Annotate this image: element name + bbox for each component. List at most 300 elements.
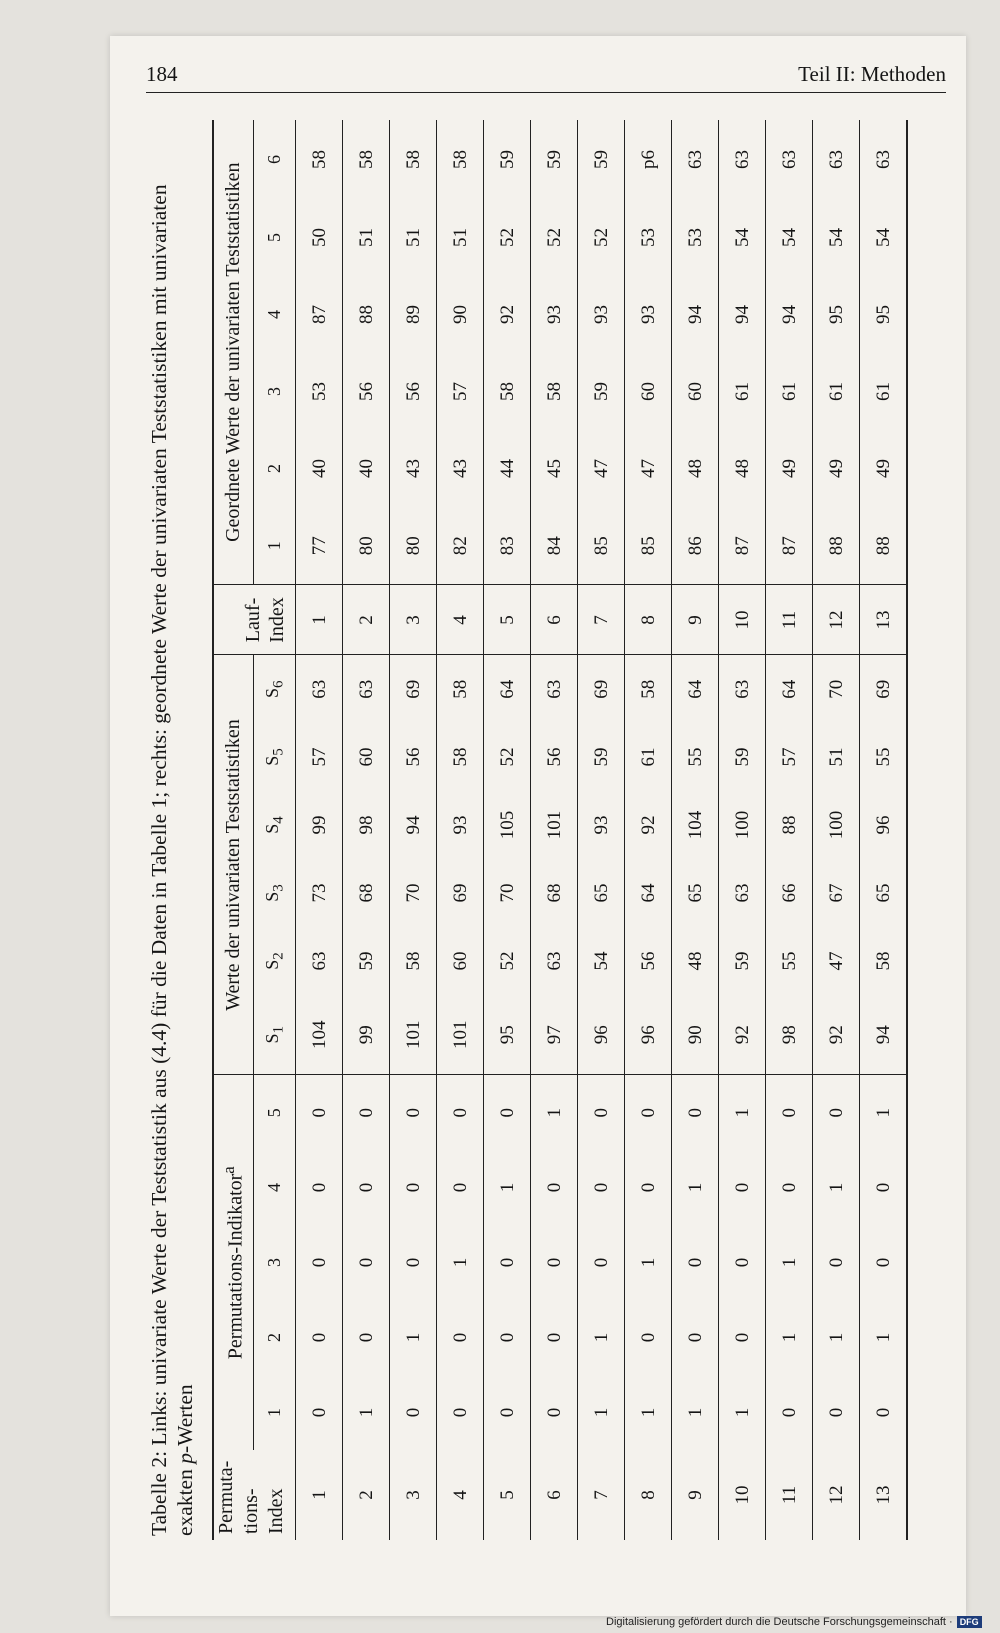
table-cell: 48	[731, 458, 753, 478]
table-cell: 80	[390, 507, 437, 585]
table-cell: 6	[531, 585, 578, 655]
table-cell: 44	[496, 458, 518, 478]
table-cell: 1	[590, 1407, 612, 1418]
table-cell: 98	[766, 995, 813, 1075]
table-cell: 0	[731, 1257, 753, 1268]
table-cell: 65	[872, 883, 894, 903]
table-cell: 59	[731, 951, 753, 971]
table-row	[578, 120, 625, 1540]
table-cell: 5	[496, 1490, 518, 1500]
table-cell: 69	[402, 679, 424, 699]
table-cell: 0	[402, 1182, 424, 1193]
table-cell: 95	[825, 304, 847, 324]
statistic-col-header	[253, 655, 295, 723]
table-cell: 70	[825, 679, 847, 699]
table-cell: 11	[778, 1485, 800, 1505]
table-cell: 1	[731, 1407, 753, 1418]
table-cell: 0	[355, 1108, 377, 1118]
table-cell: 12	[825, 1485, 847, 1505]
table-cell: 51	[355, 227, 377, 247]
table-cell: 95	[872, 304, 894, 324]
table-cell: 88	[860, 507, 908, 585]
page-header	[146, 62, 946, 93]
table-cell: 69	[449, 883, 471, 903]
table-cell: 9	[684, 1490, 706, 1500]
table-cell: 96	[872, 815, 894, 835]
table-cell: 0	[731, 1332, 753, 1343]
table-cell: 49	[778, 458, 800, 478]
table-cell: 58	[496, 381, 518, 401]
table-cell: 0	[402, 1407, 424, 1418]
table-cell: 47	[590, 458, 612, 478]
table-cell: 0	[872, 1407, 894, 1418]
table-cell: 63	[684, 149, 706, 169]
table-cell: 1	[872, 1332, 894, 1343]
indicator-col-header: 2	[264, 1333, 285, 1342]
table-cell: 52	[496, 951, 518, 971]
table-cell: 63	[308, 679, 330, 699]
indicator-header-text: Permutations-Indikator	[224, 1173, 247, 1360]
statistic-symbol: S	[261, 755, 282, 766]
table-cell: 52	[496, 227, 518, 247]
table-cell: 0	[308, 1182, 330, 1193]
table-cell: 54	[731, 227, 753, 247]
ordered-col-header: 6	[264, 154, 285, 164]
table-cell: 0	[543, 1182, 565, 1193]
table-cell: 1	[590, 1332, 612, 1343]
values-header: Werte der univariaten Teststatistiken	[213, 655, 253, 1075]
table-cell: 87	[308, 304, 330, 324]
table-cell: 97	[531, 995, 578, 1075]
table-cell: 59	[590, 381, 612, 401]
table-cell: 93	[449, 815, 471, 835]
table-cell: 1	[355, 1407, 377, 1418]
table-cell: 93	[543, 304, 565, 324]
table-cell: 68	[543, 883, 565, 903]
running-head: Teil II: Methoden	[798, 62, 946, 86]
table-cell: 0	[825, 1257, 847, 1268]
table-cell: 0	[684, 1332, 706, 1343]
table-cell: 60	[355, 747, 377, 767]
table-cell: 3	[390, 585, 437, 655]
table-cell: 58	[449, 149, 471, 169]
table-cell: 96	[625, 995, 672, 1075]
table-cell: 63	[543, 951, 565, 971]
statistic-symbol: S	[261, 959, 282, 970]
table-cell: 1	[637, 1407, 659, 1418]
table-cell: 49	[825, 458, 847, 478]
table-cell: 92	[496, 304, 518, 324]
table-cell: 92	[813, 995, 860, 1075]
table-cell: 50	[308, 227, 330, 247]
table-cell: 0	[637, 1182, 659, 1193]
table-row	[672, 120, 719, 1540]
table-cell: 53	[308, 381, 330, 401]
table-cell: 0	[778, 1182, 800, 1193]
table-cell: 104	[296, 995, 343, 1075]
table-cell: 90	[672, 995, 719, 1075]
table-cell: 61	[637, 747, 659, 767]
table-cell: 69	[590, 679, 612, 699]
table-cell: 55	[872, 747, 894, 767]
digitization-note	[606, 1616, 982, 1628]
table-cell: 85	[625, 507, 672, 585]
table-cell: 63	[778, 149, 800, 169]
table-cell: 99	[343, 995, 390, 1075]
table-cell: 70	[402, 883, 424, 903]
caption-text: Tabelle 2: Links: univariate Werte der Teststatistik aus (4.4) für die Daten in Tabelle 1; rechts: geordnete Werte der univariaten Teststatistiken mit univariaten exakten	[147, 184, 197, 1536]
table-cell: 1	[684, 1407, 706, 1418]
table-cell: 89	[402, 304, 424, 324]
table-cell: 1	[731, 1108, 753, 1118]
table-cell: 1	[449, 1257, 471, 1268]
table-cell: 59	[355, 951, 377, 971]
indicator-header	[213, 1075, 253, 1450]
table-cell: 68	[355, 883, 377, 903]
table-cell: 4	[437, 585, 484, 655]
table-cell: 63	[731, 679, 753, 699]
table-cell: 87	[719, 507, 766, 585]
statistic-subscript: 5	[270, 748, 287, 756]
table-cell: 0	[543, 1407, 565, 1418]
table-cell: 1	[308, 1490, 330, 1500]
table-cell: 94	[731, 304, 753, 324]
table-cell: 51	[402, 227, 424, 247]
table-row	[625, 120, 672, 1540]
table-cell: 0	[496, 1257, 518, 1268]
table-cell: 64	[778, 679, 800, 699]
dfg-logo: DFG	[957, 1616, 982, 1628]
table-cell: 0	[496, 1108, 518, 1118]
table-cell: 0	[872, 1257, 894, 1268]
table-cell: 56	[355, 381, 377, 401]
table-cell: 101	[437, 995, 484, 1075]
statistic-col-header	[253, 927, 295, 995]
table-cell: 57	[308, 747, 330, 767]
table-cell: 2	[343, 585, 390, 655]
indicator-col-header: 3	[264, 1258, 285, 1267]
table-cell: 5	[484, 585, 531, 655]
table-cell: 56	[402, 381, 424, 401]
table-cell: 77	[296, 507, 343, 585]
ordered-col-header: 2	[264, 463, 285, 473]
statistic-subscript: 2	[270, 952, 287, 960]
table-cell: 99	[308, 815, 330, 835]
table-cell: 100	[731, 810, 753, 840]
statistic-symbol: S	[261, 823, 282, 834]
table-cell: 101	[543, 810, 565, 840]
indicator-col-header: 4	[264, 1183, 285, 1192]
table-cell: 0	[684, 1257, 706, 1268]
statistic-subscript: 4	[270, 816, 287, 824]
table-cell: 10	[731, 1485, 753, 1505]
table-cell: 56	[637, 951, 659, 971]
table-cell: 0	[496, 1407, 518, 1418]
digitization-text: Digitalisierung gefördert durch die Deutsche Forschungsgemeinschaft ·	[606, 1616, 953, 1628]
table-cell: 47	[637, 458, 659, 478]
table-cell: 59	[496, 149, 518, 169]
page-number: 184	[146, 62, 178, 86]
table-cell: 87	[766, 507, 813, 585]
caption-p-symbol: p	[173, 1453, 197, 1464]
table-cell: 1	[684, 1182, 706, 1193]
table-cell: 58	[355, 149, 377, 169]
table-cell: 10	[719, 585, 766, 655]
table-cell: 57	[778, 747, 800, 767]
table-cell: 52	[496, 747, 518, 767]
table-cell: 101	[390, 995, 437, 1075]
table-cell: 61	[825, 381, 847, 401]
table-cell: 53	[684, 227, 706, 247]
table-cell: 54	[778, 227, 800, 247]
table-cell: 0	[355, 1332, 377, 1343]
table-cell: 1	[778, 1332, 800, 1343]
table-cell: 1	[296, 585, 343, 655]
perm-index-header: Permuta-tions-Index	[215, 1460, 287, 1534]
table-cell: 0	[543, 1257, 565, 1268]
table-cell: 0	[684, 1108, 706, 1118]
table-cell: 0	[355, 1257, 377, 1268]
table-cell: 94	[860, 995, 908, 1075]
table-cell: 61	[778, 381, 800, 401]
table-cell: 45	[543, 458, 565, 478]
table-cell: 63	[872, 149, 894, 169]
table-cell: 66	[778, 883, 800, 903]
table-cell: 80	[343, 507, 390, 585]
indicator-col-header: 1	[264, 1408, 285, 1417]
table-cell: 85	[578, 507, 625, 585]
table-cell: 12	[813, 585, 860, 655]
table-cell: 52	[590, 227, 612, 247]
statistic-col-header	[253, 791, 295, 859]
table-header-groups	[213, 120, 253, 1540]
table-cell: 58	[637, 679, 659, 699]
table-cell: 0	[355, 1182, 377, 1193]
table-cell: 51	[825, 747, 847, 767]
ordered-col-header: 3	[264, 386, 285, 396]
table-cell: 4	[449, 1490, 471, 1500]
table-cell: 0	[637, 1332, 659, 1343]
table-cell: 56	[402, 747, 424, 767]
table-cell: 11	[766, 585, 813, 655]
table-cell: 0	[731, 1182, 753, 1193]
table-cell: 2	[355, 1490, 377, 1500]
table-cell: 8	[625, 585, 672, 655]
table-cell: 64	[496, 679, 518, 699]
table-cell: 63	[731, 149, 753, 169]
table-cell: 0	[402, 1108, 424, 1118]
table-cell: 1	[402, 1332, 424, 1343]
table-cell: 49	[872, 458, 894, 478]
table-cell: 0	[825, 1407, 847, 1418]
table-cell: 58	[308, 149, 330, 169]
table-cell: 52	[543, 227, 565, 247]
table-cell: 1	[778, 1257, 800, 1268]
table-cell: 58	[543, 381, 565, 401]
table-cell: 60	[684, 381, 706, 401]
statistic-symbol: S	[261, 1033, 282, 1044]
table-row	[719, 120, 766, 1540]
table-cell: 0	[778, 1407, 800, 1418]
table-row	[766, 120, 813, 1540]
table-row	[296, 120, 343, 1540]
rotated-table-block	[138, 140, 950, 1540]
table-cell: 88	[813, 507, 860, 585]
table-cell: 0	[449, 1407, 471, 1418]
statistic-symbol: S	[261, 687, 282, 698]
statistic-subscript: 1	[270, 1026, 287, 1034]
table-cell: 59	[590, 149, 612, 169]
lauf-index-header: Lauf-Index	[213, 585, 296, 655]
ordered-col-header: 1	[253, 507, 295, 585]
table-caption	[146, 140, 198, 1536]
statistic-col-header	[253, 859, 295, 927]
table-cell: 6	[543, 1490, 565, 1500]
table-cell: 96	[578, 995, 625, 1075]
table-cell: 61	[872, 381, 894, 401]
table-cell: 64	[637, 883, 659, 903]
table-cell: 48	[684, 458, 706, 478]
table-cell: 13	[872, 1485, 894, 1505]
table-cell: 84	[531, 507, 578, 585]
table-cell: 54	[590, 951, 612, 971]
table-cell: 58	[872, 951, 894, 971]
table-cell: 63	[825, 149, 847, 169]
table-cell: 92	[637, 815, 659, 835]
indicator-footnote-mark: a	[219, 1166, 239, 1174]
table-cell: 88	[778, 815, 800, 835]
table-cell: 57	[449, 381, 471, 401]
table-cell: 63	[543, 679, 565, 699]
table-cell: 55	[778, 951, 800, 971]
table-cell: 95	[484, 995, 531, 1075]
table-cell: 83	[484, 507, 531, 585]
table-cell: p6	[637, 149, 659, 169]
table-cell: 0	[590, 1257, 612, 1268]
table-row	[437, 120, 484, 1540]
results-table	[212, 120, 908, 1540]
table-cell: 60	[637, 381, 659, 401]
table-cell: 1	[872, 1108, 894, 1118]
table-cell: 55	[684, 747, 706, 767]
table-cell: 58	[449, 679, 471, 699]
table-cell: 88	[355, 304, 377, 324]
table-cell: 104	[684, 810, 706, 840]
table-cell: 47	[825, 951, 847, 971]
table-cell: 82	[437, 507, 484, 585]
table-body	[296, 120, 908, 1540]
table-cell: 93	[590, 815, 612, 835]
table-cell: 93	[637, 304, 659, 324]
table-cell: 73	[308, 883, 330, 903]
table-cell: 105	[496, 810, 518, 840]
table-cell: 1	[825, 1182, 847, 1193]
table-cell: 94	[402, 815, 424, 835]
table-cell: 65	[684, 883, 706, 903]
table-cell: 43	[449, 458, 471, 478]
table-cell: 0	[590, 1182, 612, 1193]
table-row	[813, 120, 860, 1540]
table-cell: 0	[496, 1332, 518, 1343]
table-cell: 9	[672, 585, 719, 655]
table-cell: 40	[355, 458, 377, 478]
table-row	[343, 120, 390, 1540]
table-cell: 70	[496, 883, 518, 903]
statistic-col-header	[253, 723, 295, 791]
table-cell: 63	[731, 883, 753, 903]
table-cell: 0	[778, 1108, 800, 1118]
table-cell: 0	[825, 1108, 847, 1118]
table-cell: 0	[590, 1108, 612, 1118]
table-cell: 98	[355, 815, 377, 835]
table-cell: 90	[449, 304, 471, 324]
table-cell: 48	[684, 951, 706, 971]
table-cell: 0	[449, 1332, 471, 1343]
table-header-columns	[253, 120, 295, 1540]
table-cell: 59	[543, 149, 565, 169]
statistic-symbol: S	[261, 891, 282, 902]
table-cell: 59	[590, 747, 612, 767]
table-cell: 94	[778, 304, 800, 324]
table-cell: 54	[825, 227, 847, 247]
statistic-col-header	[253, 995, 295, 1075]
table-cell: 58	[449, 747, 471, 767]
table-cell: 59	[731, 747, 753, 767]
table-row	[531, 120, 578, 1540]
table-cell: 51	[449, 227, 471, 247]
table-cell: 58	[402, 951, 424, 971]
statistic-subscript: 6	[270, 680, 287, 688]
table-cell: 86	[672, 507, 719, 585]
table-cell: 69	[872, 679, 894, 699]
table-cell: 1	[637, 1257, 659, 1268]
table-cell: 53	[637, 227, 659, 247]
table-cell: 60	[449, 951, 471, 971]
table-cell: 7	[590, 1490, 612, 1500]
table-row	[860, 120, 908, 1540]
table-cell: 7	[578, 585, 625, 655]
ordered-col-header: 5	[264, 232, 285, 242]
table-cell: 0	[402, 1257, 424, 1268]
table-cell: 0	[308, 1332, 330, 1343]
table-cell: 63	[308, 951, 330, 971]
table-cell: 0	[308, 1108, 330, 1118]
table-cell: 0	[543, 1332, 565, 1343]
table-cell: 65	[590, 883, 612, 903]
table-cell: 94	[684, 304, 706, 324]
table-cell: 63	[355, 679, 377, 699]
table-row	[484, 120, 531, 1540]
table-cell: 67	[825, 883, 847, 903]
ordered-header: Geordnete Werte der univariaten Teststatistiken	[213, 120, 253, 585]
table-cell: 0	[308, 1257, 330, 1268]
table-cell: 40	[308, 458, 330, 478]
table-cell: 0	[449, 1182, 471, 1193]
table-cell: 13	[860, 585, 908, 655]
table-row	[390, 120, 437, 1540]
table-cell: 8	[637, 1490, 659, 1500]
table-cell: 43	[402, 458, 424, 478]
table-cell: 58	[402, 149, 424, 169]
table-cell: 0	[637, 1108, 659, 1118]
table-cell: 92	[719, 995, 766, 1075]
table-cell: 0	[449, 1108, 471, 1118]
table-cell: 64	[684, 679, 706, 699]
table-cell: 100	[825, 810, 847, 840]
statistic-subscript: 3	[270, 884, 287, 892]
table-cell: 54	[872, 227, 894, 247]
table-cell: 0	[872, 1182, 894, 1193]
